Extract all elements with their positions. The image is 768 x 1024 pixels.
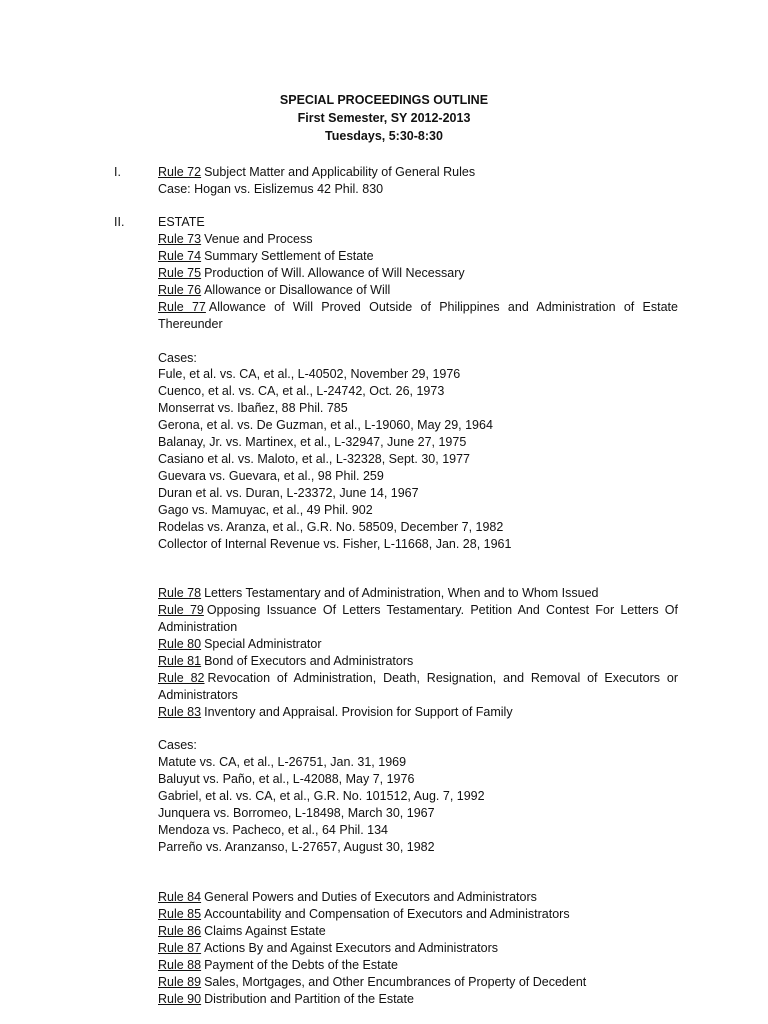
rule-label: Rule 81 xyxy=(158,654,202,668)
rule-text: General Powers and Duties of Executors and Administrators xyxy=(204,890,537,904)
rule-line xyxy=(158,670,678,687)
document-schedule: Tuesdays, 5:30-8:30 xyxy=(325,129,443,143)
rule-line xyxy=(158,991,678,1008)
section-2-numeral: II. xyxy=(114,215,125,229)
rule-text: Special Administrator xyxy=(204,637,322,651)
rule-label: Rule 80 xyxy=(158,637,202,651)
rule-text: Bond of Executors and Administrators xyxy=(204,654,414,668)
case-citation: Parreño vs. Aranzanso, L-27657, August 30, 1982 xyxy=(158,840,435,854)
section-1-case: Case: Hogan vs. Eislizemus 42 Phil. 830 xyxy=(158,182,384,196)
rule-line xyxy=(158,299,678,316)
section-2-heading: ESTATE xyxy=(158,215,205,229)
rule-text: Claims Against Estate xyxy=(204,924,326,938)
rule-label: Rule 82 xyxy=(158,671,205,685)
rule-text: Production of Will. Allowance of Will Necessary xyxy=(204,266,465,280)
case-citation: Mendoza vs. Pacheco, et al., 64 Phil. 134 xyxy=(158,823,388,837)
rule-line xyxy=(158,974,678,991)
case-citation: Cuenco, et al. vs. CA, et al., L-24742, Oct. 26, 1973 xyxy=(158,384,445,398)
case-citation: Junquera vs. Borromeo, L-18498, March 30, 1967 xyxy=(158,806,435,820)
rule-text: Payment of the Debts of the Estate xyxy=(204,958,398,972)
rule-text: Summary Settlement of Estate xyxy=(204,249,374,263)
rule-text: Subject Matter and Applicability of General Rules xyxy=(204,165,476,179)
case-citation: Monserrat vs. Ibañez, 88 Phil. 785 xyxy=(158,401,348,415)
rule-label: Rule 89 xyxy=(158,975,202,989)
section-1-rule xyxy=(158,164,678,181)
rule-line xyxy=(158,923,678,940)
rule-text: Accountability and Compensation of Executors and Administrators xyxy=(204,907,570,921)
rule-text: Allowance or Disallowance of Will xyxy=(204,283,391,297)
rule-line xyxy=(158,653,678,670)
rule-line xyxy=(158,940,678,957)
rule-text: Revocation of Administration, Death, Resignation, and Removal of Executors or xyxy=(207,671,678,685)
document-title: SPECIAL PROCEEDINGS OUTLINE xyxy=(279,93,489,107)
rule-text: Opposing Issuance Of Letters Testamentary. Petition And Contest For Letters Of xyxy=(206,603,678,617)
rule-label: Rule 83 xyxy=(158,705,202,719)
rule-line xyxy=(158,906,678,923)
rule-label: Rule 86 xyxy=(158,924,202,938)
rule-label: Rule 79 xyxy=(158,603,204,617)
rule-label: Rule 77 xyxy=(158,300,206,314)
rule-line xyxy=(158,636,678,653)
case-citation: Casiano et al. vs. Maloto, et al., L-32328, Sept. 30, 1977 xyxy=(158,452,470,466)
section-1-numeral: I. xyxy=(114,165,121,179)
rule-label: Rule 78 xyxy=(158,586,202,600)
rule-line xyxy=(158,585,678,602)
rule-line xyxy=(158,231,678,248)
rule-text: Letters Testamentary and of Administration, When and to Whom Issued xyxy=(204,586,599,600)
case-citation: Guevara vs. Guevara, et al., 98 Phil. 259 xyxy=(158,469,384,483)
case-citation: Rodelas vs. Aranza, et al., G.R. No. 58509, December 7, 1982 xyxy=(158,520,504,534)
rule-text: Venue and Process xyxy=(204,232,313,246)
rule-text: Actions By and Against Executors and Administrators xyxy=(204,941,498,955)
rule-label: Rule 88 xyxy=(158,958,202,972)
rule-label: Rule 76 xyxy=(158,283,202,297)
case-citation: Collector of Internal Revenue vs. Fisher, L-11668, Jan. 28, 1961 xyxy=(158,537,512,551)
rule-line xyxy=(158,889,678,906)
case-citation: Gago vs. Mamuyac, et al., 49 Phil. 902 xyxy=(158,503,373,517)
document-semester: First Semester, SY 2012-2013 xyxy=(297,111,471,125)
rule-label: Rule 90 xyxy=(158,992,202,1006)
rule-label: Rule 85 xyxy=(158,907,202,921)
rule-text-continued: Thereunder xyxy=(158,317,223,331)
rule-text-continued: Administrators xyxy=(158,688,238,702)
rule-line xyxy=(158,704,678,721)
case-citation: Gerona, et al. vs. De Guzman, et al., L-19060, May 29, 1964 xyxy=(158,418,493,432)
rule-label: Rule 72 xyxy=(158,165,202,179)
rule-label: Rule 75 xyxy=(158,266,202,280)
case-citation: Balanay, Jr. vs. Martinex, et al., L-32947, June 27, 1975 xyxy=(158,435,467,449)
rule-text-continued: Administration xyxy=(158,620,238,634)
rule-label: Rule 73 xyxy=(158,232,202,246)
rule-label: Rule 74 xyxy=(158,249,202,263)
rule-line xyxy=(158,602,678,619)
case-citation: Matute vs. CA, et al., L-26751, Jan. 31, 1969 xyxy=(158,755,407,769)
rule-line xyxy=(158,265,678,282)
rule-label: Rule 87 xyxy=(158,941,202,955)
cases-b-label: Cases: xyxy=(158,738,197,752)
rule-line xyxy=(158,248,678,265)
rule-text: Inventory and Appraisal. Provision for Support of Family xyxy=(204,705,513,719)
rule-text: Allowance of Will Proved Outside of Philippines and Administration of Estate xyxy=(208,300,678,314)
rule-label: Rule 84 xyxy=(158,890,202,904)
case-citation: Duran et al. vs. Duran, L-23372, June 14, 1967 xyxy=(158,486,419,500)
rule-text: Sales, Mortgages, and Other Encumbrances of Property of Decedent xyxy=(204,975,587,989)
case-citation: Baluyut vs. Paño, et al., L-42088, May 7, 1976 xyxy=(158,772,415,786)
rule-line xyxy=(158,282,678,299)
rule-text: Distribution and Partition of the Estate xyxy=(204,992,414,1006)
case-citation: Fule, et al. vs. CA, et al., L-40502, November 29, 1976 xyxy=(158,367,461,381)
case-citation: Gabriel, et al. vs. CA, et al., G.R. No. 101512, Aug. 7, 1992 xyxy=(158,789,485,803)
rule-line xyxy=(158,957,678,974)
cases-a-label: Cases: xyxy=(158,351,197,365)
